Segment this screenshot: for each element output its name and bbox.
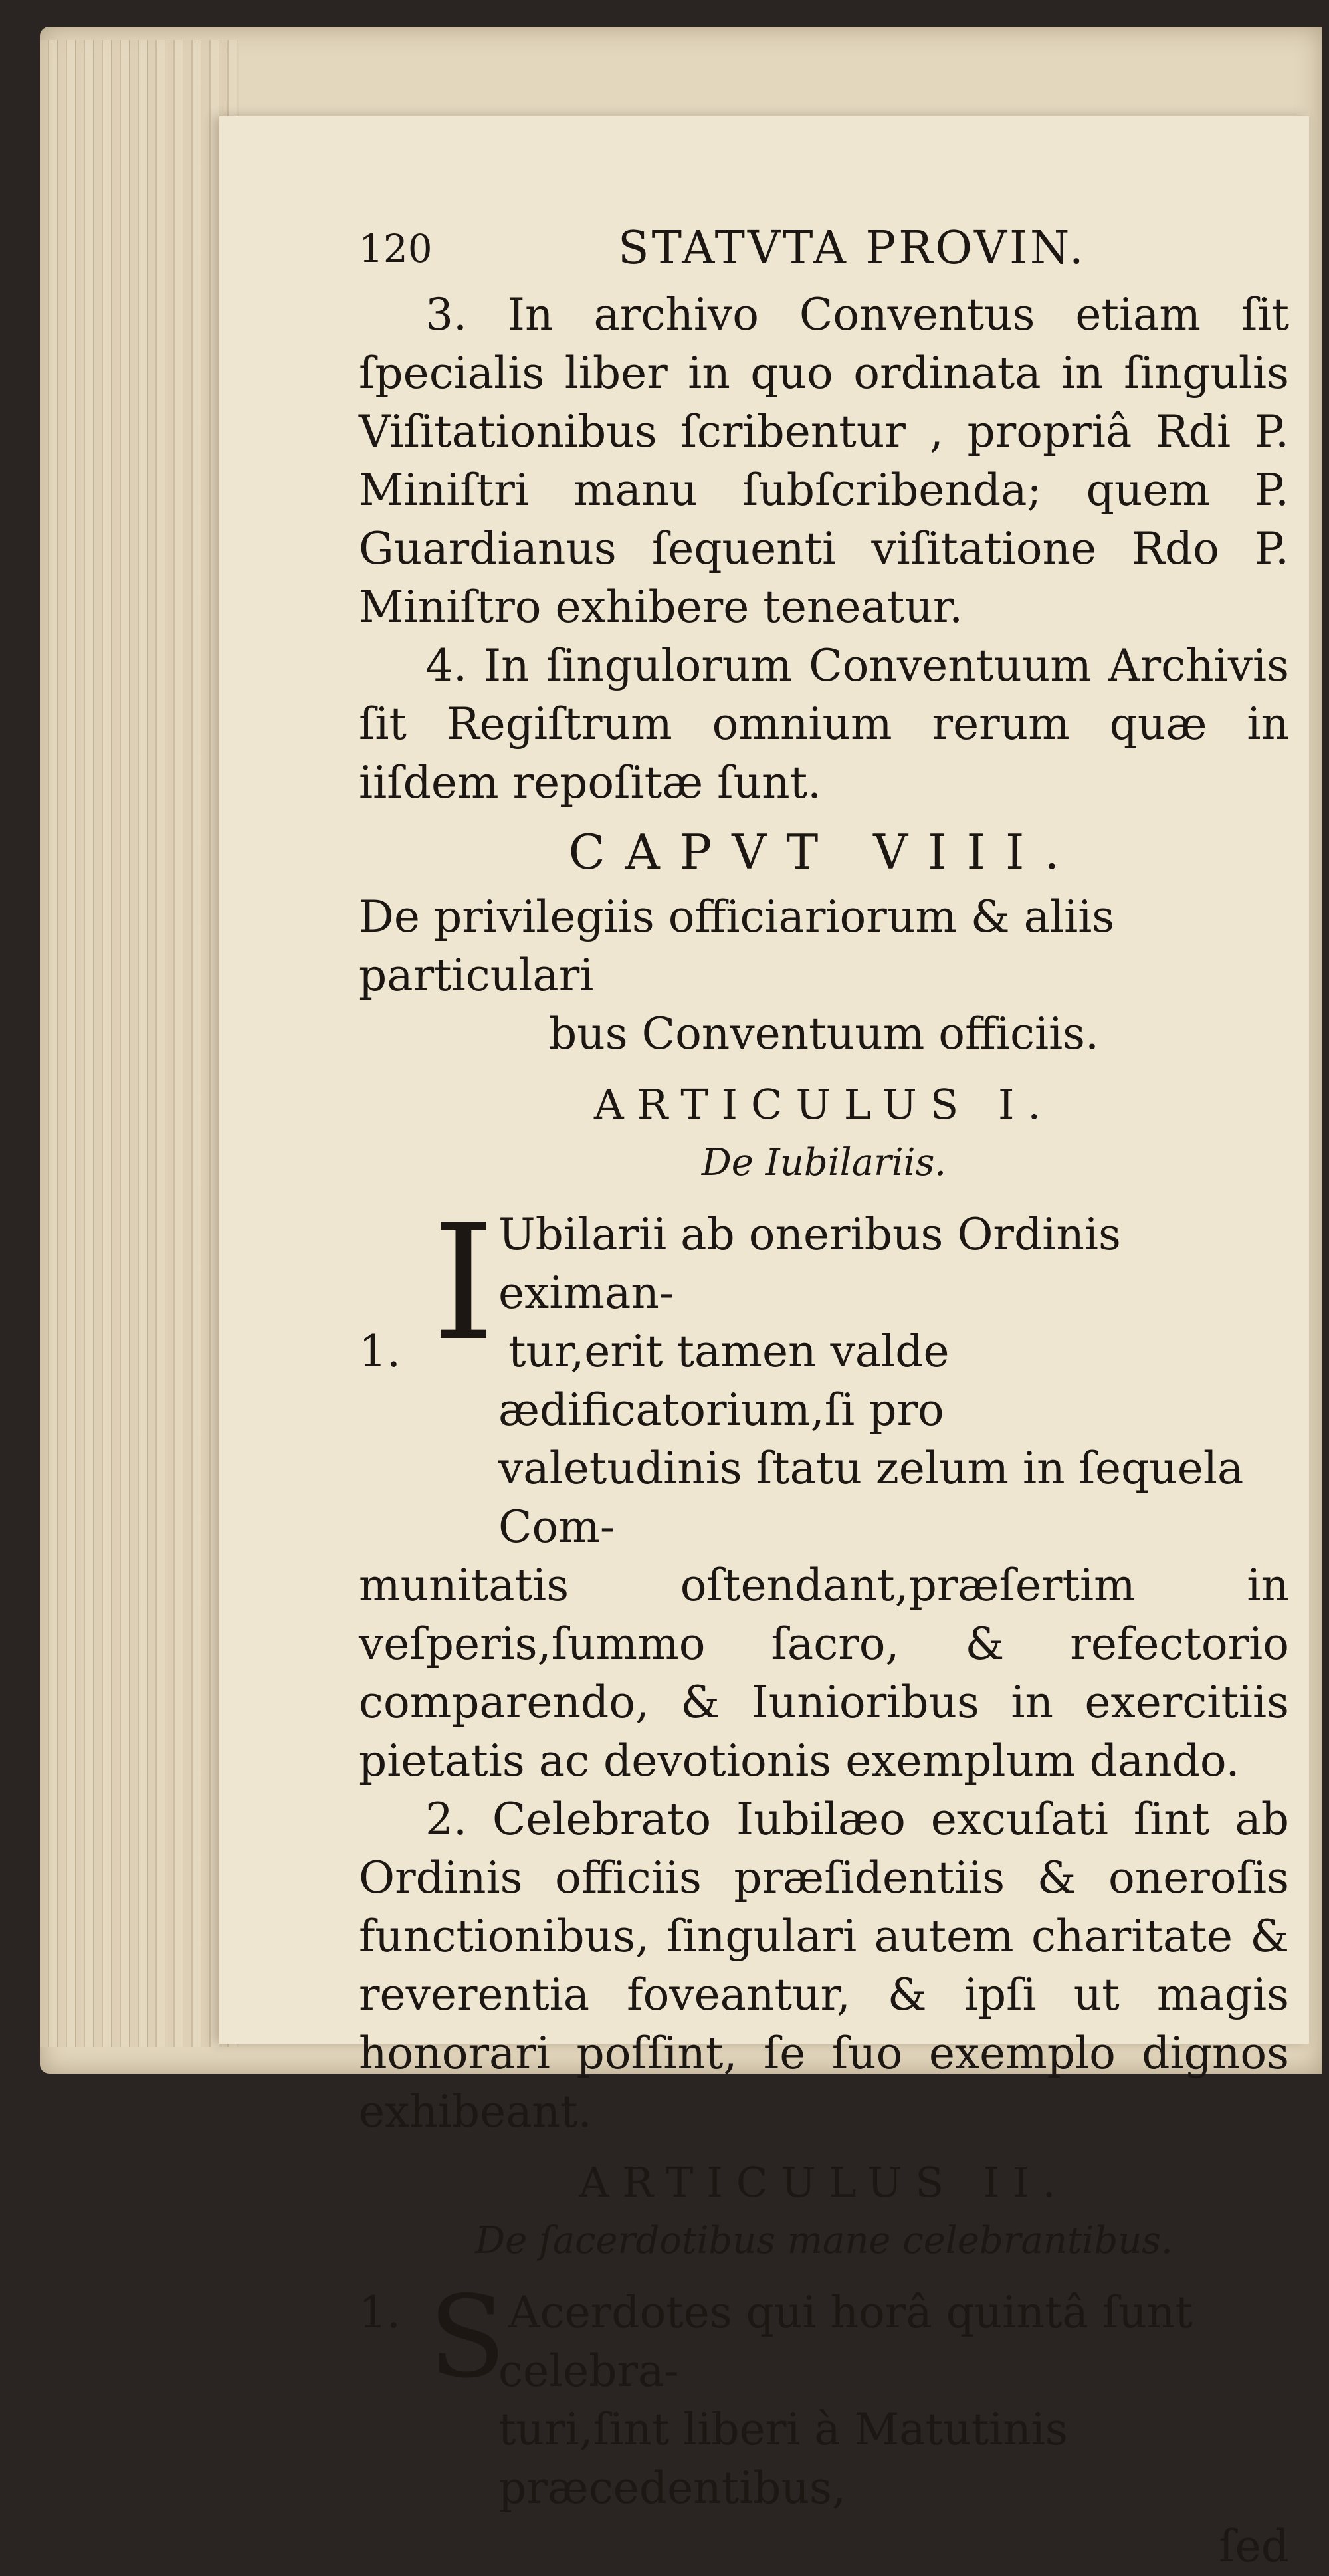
art1-number: 1.: [359, 1326, 401, 1377]
art1-line-3: valetudinis ſtatu zelum in ſequela Com-: [498, 1443, 1244, 1553]
article-2-heading: ARTICULUS II.: [579, 2158, 1069, 2206]
drop-cap-S: S: [429, 2272, 506, 2403]
page-header: [359, 219, 1289, 286]
article-1-paragraph-2: 2. Celebrato Iubilæo excuſati ſint ab Ordinis officiis præſidentiis & oneroſis functionibus, ſingulari autem charitate & reverentia foveantur, & ipſi ut magis honorari poſſint, ſe ſuo exemplo dignos exhibeant.: [359, 1794, 1289, 2137]
chapter-title-line-1: De privilegiis officiariorum & aliis particulari: [359, 891, 1115, 1001]
paragraph-3: 3. In archivo Conventus etiam ſit ſpecialis liber in quo ordinata in ſingulis Viſitationibus ſcribentur , propriâ Rdi P. Miniſtri manu ſubſcribenda; quem P. Guardianus ſequenti viſitatione Rdo P. Miniſtro exhibere teneatur.: [359, 289, 1289, 633]
catchword: ſed: [1219, 2521, 1289, 2572]
page-text: [359, 219, 1289, 2576]
art1-rest: munitatis oſtendant,præſertim in veſperis,ſummo ſacro, & refectorio comparendo, & Iunioribus in exercitiis pietatis ac devotionis exemplum dando.: [359, 1560, 1289, 1786]
page-number: 120: [359, 226, 433, 271]
art1-line-1: Ubilarii ab oneribus Ordinis eximan-: [498, 1209, 1121, 1319]
art1-line-2: [359, 1323, 1289, 1440]
article-2-subtitle: De ſacerdotibus mane celebrantibus.: [475, 2219, 1173, 2262]
chapter-title: [359, 888, 1289, 1063]
art2-line-2: turi,ſint liberi à Matutinis præcedentibus,: [498, 2404, 1068, 2514]
chapter-heading: CAPVT VIII.: [568, 824, 1080, 880]
article-1-heading: ARTICULUS I.: [593, 1080, 1055, 1128]
art1-line-2-text: tur,erit tamen valde ædificatorium,ſi pro: [498, 1326, 950, 1436]
drop-cap-I: I: [432, 1190, 495, 1376]
running-head: STATVTA PROVIN.: [618, 222, 1086, 274]
art2-line-1-text: Acerdotes qui horâ quintâ ſunt celebra-: [498, 2287, 1193, 2397]
chapter-title-line-2: bus Conventuum officiis.: [548, 1008, 1100, 1059]
art2-number: 1.: [359, 2287, 401, 2338]
article-1-subtitle: De Iubilariis.: [701, 1141, 947, 1184]
paragraph-4: 4. In ſingulorum Conventuum Archivis ſit Regiſtrum omnium rerum quæ in iiſdem repoſitæ ſunt.: [359, 640, 1289, 808]
page-edges: [40, 40, 239, 2047]
article-1-paragraph-1: [359, 1190, 1289, 1790]
article-2-paragraph-1: [359, 2272, 1289, 2518]
